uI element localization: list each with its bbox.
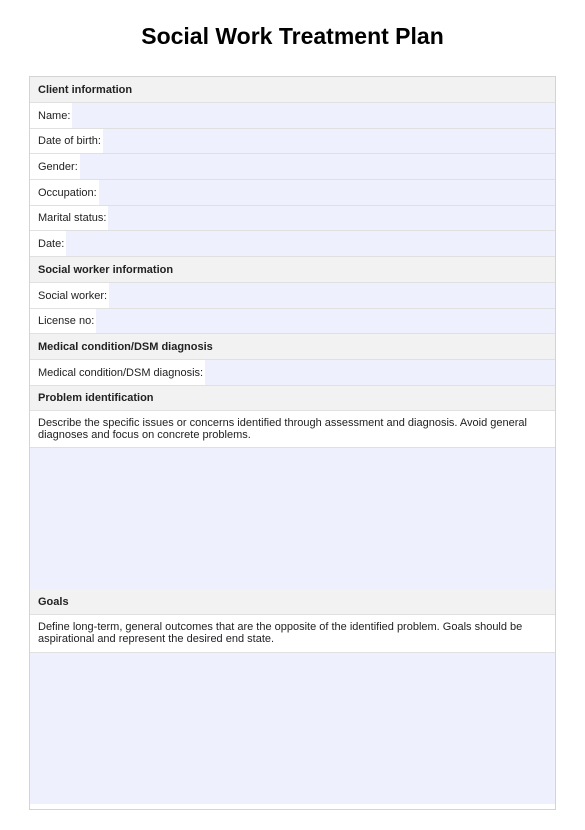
field-label-license-no: License no: — [30, 309, 96, 333]
date-field[interactable] — [66, 231, 555, 256]
gender-field[interactable] — [80, 154, 555, 179]
field-label-name: Name: — [30, 103, 72, 128]
problem-identification-textarea[interactable] — [30, 448, 555, 589]
field-label-date: Date: — [30, 231, 66, 256]
field-label-medical-condition: Medical condition/DSM diagnosis: — [30, 360, 205, 385]
field-row-date — [30, 231, 555, 257]
field-row-occupation — [30, 180, 555, 206]
field-row-marital-status — [30, 206, 555, 231]
field-row-medical-condition — [30, 360, 555, 386]
page-title: Social Work Treatment Plan — [141, 23, 444, 49]
treatment-plan-form — [29, 76, 556, 810]
field-row-name — [30, 103, 555, 129]
section-header-social-worker-information: Social worker information — [30, 257, 555, 283]
field-label-date-of-birth: Date of birth: — [30, 129, 103, 153]
medical-condition-field[interactable] — [205, 360, 555, 385]
field-label-social-worker: Social worker: — [30, 283, 109, 308]
section-header-problem-identification: Problem identification — [30, 386, 555, 411]
marital-status-field[interactable] — [108, 206, 555, 230]
section-header-medical-condition: Medical condition/DSM diagnosis — [30, 334, 555, 360]
date-of-birth-field[interactable] — [103, 129, 555, 153]
section-header-client-information: Client information — [30, 77, 555, 103]
license-no-field[interactable] — [96, 309, 555, 333]
field-row-date-of-birth — [30, 129, 555, 154]
field-label-occupation: Occupation: — [30, 180, 99, 205]
field-label-gender: Gender: — [30, 154, 80, 179]
field-row-gender — [30, 154, 555, 180]
section-header-goals: Goals — [30, 589, 555, 615]
goals-textarea[interactable] — [30, 653, 555, 804]
problem-identification-description: Describe the specific issues or concerns identified through assessment and diagnosis. Avoid general diagnoses and focus on concrete problems. — [30, 411, 555, 448]
name-field[interactable] — [72, 103, 555, 128]
field-row-license-no — [30, 309, 555, 334]
social-worker-field[interactable] — [109, 283, 555, 308]
field-label-marital-status: Marital status: — [30, 206, 108, 230]
occupation-field[interactable] — [99, 180, 555, 205]
goals-description: Define long-term, general outcomes that are the opposite of the identified problem. Goals should be aspirational and represent the desired end state. — [30, 615, 555, 653]
field-row-social-worker — [30, 283, 555, 309]
